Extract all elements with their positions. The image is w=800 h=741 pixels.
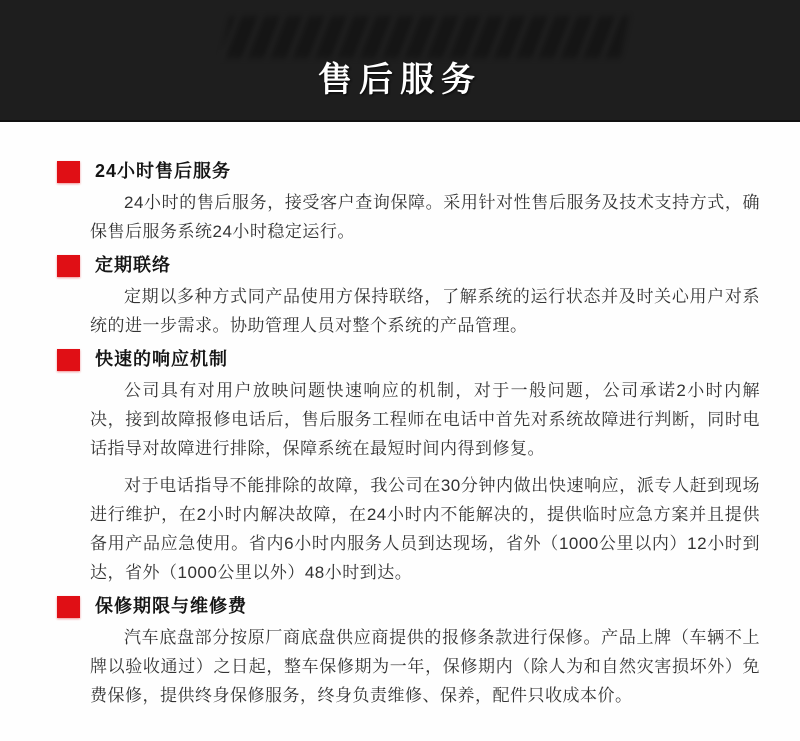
section-heading-row <box>57 595 760 618</box>
section-paragraph: 公司具有对用户放映问题快速响应的机制，对于一般问题，公司承诺2小时内解决，接到故障报修电话后，售后服务工程师在电话中首先对系统故障进行判断，同时电话指导对故障进行排除，保障系统在最短时间内得到修复。 <box>90 381 760 458</box>
page-title: 售后服务 <box>318 61 482 99</box>
section-heading-row <box>57 254 760 277</box>
section-heading: 保修期限与维修费 <box>95 596 247 616</box>
section-fast-response <box>57 348 760 587</box>
section-heading-row <box>57 348 760 371</box>
red-square-bullet-icon <box>57 161 80 183</box>
section-heading-row <box>57 160 760 183</box>
section-warranty <box>57 595 760 710</box>
section-heading: 快速的响应机制 <box>95 349 228 369</box>
section-paragraph: 对于电话指导不能排除的故障，我公司在30分钟内做出快速响应，派专人赶到现场进行维护，在2小时内解决故障，在24小时内不能解决的，提供临时应急方案并且提供备用产品应急使用。省内6小时内服务人员到达现场，省外（1000公里以内）12小时到达，省外（1000公里以外）48小时到达。 <box>90 476 760 582</box>
red-square-bullet-icon <box>57 596 80 618</box>
section-paragraph: 24小时的售后服务，接受客户查询保障。采用针对性售后服务及技术支持方式，确保售后服务系统24小时稳定运行。 <box>90 193 760 241</box>
section-heading: 定期联络 <box>95 255 171 275</box>
red-square-bullet-icon <box>57 255 80 277</box>
section-paragraph: 汽车底盘部分按原厂商底盘供应商提供的报修条款进行保修。产品上牌（车辆不上牌以验收通过）之日起，整车保修期为一年，保修期内（除人为和自然灾害损坏外）免费保修，提供终身保修服务，终身负责维修、保养，配件只收成本价。 <box>90 628 760 705</box>
section-24h-service <box>57 160 760 246</box>
content-area <box>0 122 800 710</box>
section-regular-contact <box>57 254 760 340</box>
section-heading: 24小时售后服务 <box>95 161 232 181</box>
section-paragraph: 定期以多种方式同产品使用方保持联络，了解系统的运行状态并及时关心用户对系统的进一步需求。协助管理人员对整个系统的产品管理。 <box>90 287 760 335</box>
page-header <box>0 0 800 122</box>
red-square-bullet-icon <box>57 349 80 371</box>
